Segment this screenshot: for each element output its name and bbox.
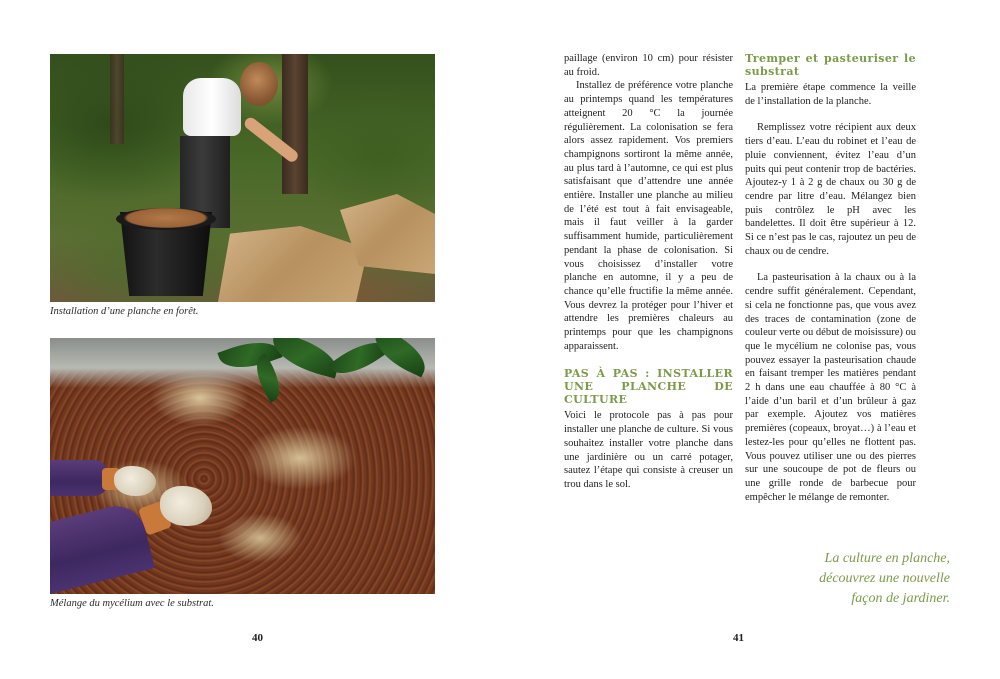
page-number-right: 41: [733, 632, 744, 644]
section-heading-tremper: Tremper et pasteuriser le substrat: [745, 52, 916, 78]
photo-bottom-caption: Mélange du mycélium avec le substrat.: [50, 598, 214, 609]
paragraph-premiere-etape: La première étape commence la veille de l’installation de la planche.: [745, 82, 916, 107]
section-heading-pas-a-pas: PAS À PAS : INSTALLER UNE PLANCHE DE CULTURE: [564, 367, 733, 407]
paragraph-paillage: paillage (environ 10 cm) pour résister au froid.: [564, 53, 733, 78]
paragraph-installation-timing: Installez de préférence votre planche au printemps quand les températures atteignent 20 °C la journée régulièrement. La colonisation se fera alors assez rapidement. Vos premiers champignons sortiront la même année, au plus tard à l’automne, ce qui est plus satisfaisant que d’attendre une année entière. Installer une planche au milieu de l’été est tout à fait envisageable, mais il faut veiller à la garder suffisamment humide, particulièrement pendant la phase de colonisation. Si vous choisissez d’installer votre planche en automne, il y a peu de chance qu’elle fructifie la même année. Vous devrez la protéger pour l’hiver et attendre les premières chaleurs au printemps pour que les champignons apparaissent.: [564, 80, 733, 352]
text-column-right: [745, 52, 916, 504]
paragraph-remplissez: Remplissez votre récipient aux deux tiers d’eau. L’eau du robinet et l’eau de pluie conviennent, évitez l’eau d’un puits qui peut contenir trop de bactéries. Ajoutez-y 1 à 2 g de chaux ou 30 g de cendre par litre d’eau. Mélangez bien puis contrôlez le pH avec les bandelettes. Il doit être supérieur à 12. Si ce n’est pas le cas, rajoutez un peu de chaux ou de cendre.: [745, 122, 916, 257]
photo-top-caption: Installation d’une planche en forêt.: [50, 306, 199, 317]
pull-quote: [819, 549, 950, 609]
paragraph-pasteurisation: La pasteurisation à la chaux ou à la cendre suffit généralement. Cependant, si cela ne fonctionne pas, que vous avez des traces de contamination (zone de couleur verte ou début de moisissure) ou que le mycélium ne colonise pas, vous pouvez essayer la pasteurisation chaude en faisant tremper les matières pendant 2 h dans une eau chauffée à 80 °C à l’aide d’un baril et d’un brûleur à gaz par exemple. Ajoutez vos matières premières (copeaux, broyat…) à l’eau et lestez-les pour qu’elles ne flottent pas. Vous pouvez utiliser une ou des pierres sur une soucoupe de pot de fleurs ou une grille ronde de barbecue pour empêcher le mélange de remonter.: [745, 272, 916, 503]
photo-forest-installation: [50, 54, 435, 302]
pull-quote-line: découvrez une nouvelle: [819, 571, 950, 586]
page-number-left: 40: [252, 632, 263, 644]
pull-quote-line: façon de jardiner.: [851, 591, 950, 606]
text-column-left: [564, 52, 733, 492]
paragraph-protocole: Voici le protocole pas à pas pour installer une planche de culture. Si vous souhaitez installer votre planche dans une jardinière ou un carré potager, sautez l’étape qui consiste à creuser un trou dans le sol.: [564, 410, 733, 490]
photo-mycelium-mixing: [50, 338, 435, 594]
pull-quote-line: La culture en planche,: [824, 551, 950, 566]
